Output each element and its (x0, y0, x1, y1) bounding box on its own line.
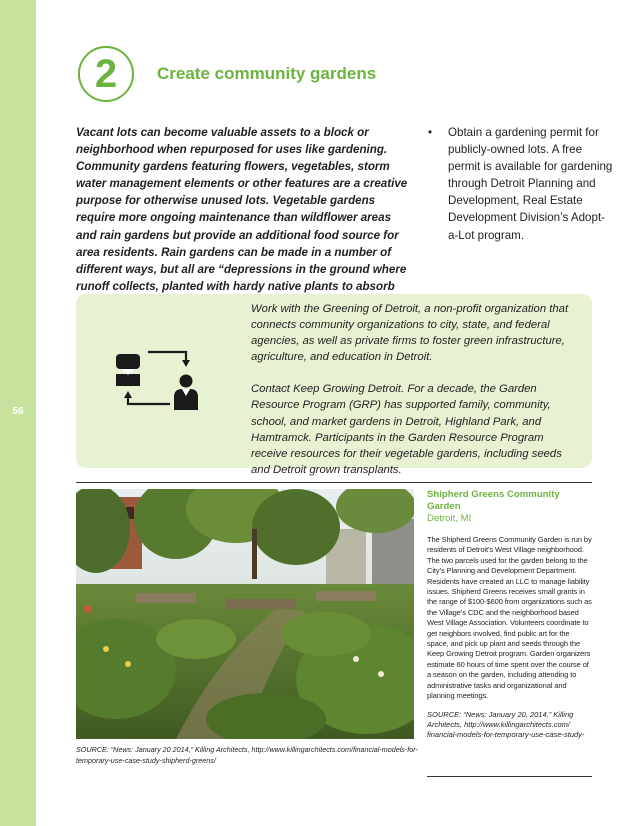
callout-text (251, 301, 583, 478)
case-study-source: SOURCE: “News: January 20, 2014,” Killing Architects, http://www.killingarchitects.com/ financial-models-for-temporary-use-case-study- (427, 709, 585, 740)
bullet-item (428, 124, 614, 244)
case-study-location: Detroit, MI (427, 513, 472, 524)
case-study (427, 489, 592, 741)
section-title: Create community gardens (157, 64, 377, 83)
callout-paragraph-greening: Work with the Greening of Detroit, a non-profit organization that connects community organizations to city, state, and federal agencies, as well as private firms to foster green infrastructure, agriculture, and education in Detroit. (251, 303, 569, 364)
callout-paragraph-keep-growing: Contact Keep Growing Detroit. For a decade, the Garden Resource Program (GRP) has supported family, community, school, and market gardens in Detroit, Highland Park, and Hamtramck. Participants in the Garden Resource Program receive resources for their vegetable gardens, including seeds and Detroit grown transplants. (251, 383, 562, 476)
case-study-bottom-rule (427, 776, 592, 777)
garden-photo-illustration (76, 489, 414, 739)
case-study-title: Shipherd Greens Community Garden (427, 489, 560, 512)
photo-caption: SOURCE: “News: January 20 2014,” Killing Architects, http://www.killingarchitects.com/financial-models-for-temporary-use-case-study-shipherd-greens/ (76, 745, 418, 765)
divider-rule (76, 482, 592, 483)
bullet-marker: • (428, 126, 433, 139)
people-exchange-icon (112, 348, 208, 410)
case-study-body: The Shipherd Greens Community Garden is run by residents of Detroit’s West Village neighborhood. The two parcels used for the garden belong to the City’s Planning and Development Department. Residents have created an LLC to manage liability issues. Shipherd Greens receives small grants in the range of $100-$600 from organizations such as the Village’s CDC and the neighborhood based West Village Association. Volunteers coordinate to get neighbors involved, find public art for the space, and pick up plant and seeds through the Keep Growing Detroit program. Garden organizers estimate 60 hours of time spent over the course of a season on the garden, including attending to administrative tasks and organizational and planning meetings. (427, 535, 592, 701)
garden-photo (76, 489, 414, 739)
step-number-badge: 2 (78, 46, 134, 102)
intro-text: Vacant lots can become valuable assets to a block or neighborhood when repurposed for uses like gardening. Community gardens featuring flowers, vegetables, storm water management elements or other features are a creative purpose for otherwise unused lots. Vegetable gardens require more ongoing maintenance than wildflower areas and rain gardens but provide an additional food source for area residents. Rain gardens can be made in a number of different ways, but all are “depressions in the ground where runoff collects, planted with hardy native plants to absorb (76, 126, 408, 293)
bullet-text: Obtain a gardening permit for publicly-owned lots. A free permit is available for gardening through Detroit Planning and Development, Real Estate Development Division’s Adopt-a-Lot program. (448, 126, 613, 242)
intro-paragraph (76, 124, 408, 315)
page-number: 56 (12, 406, 24, 417)
